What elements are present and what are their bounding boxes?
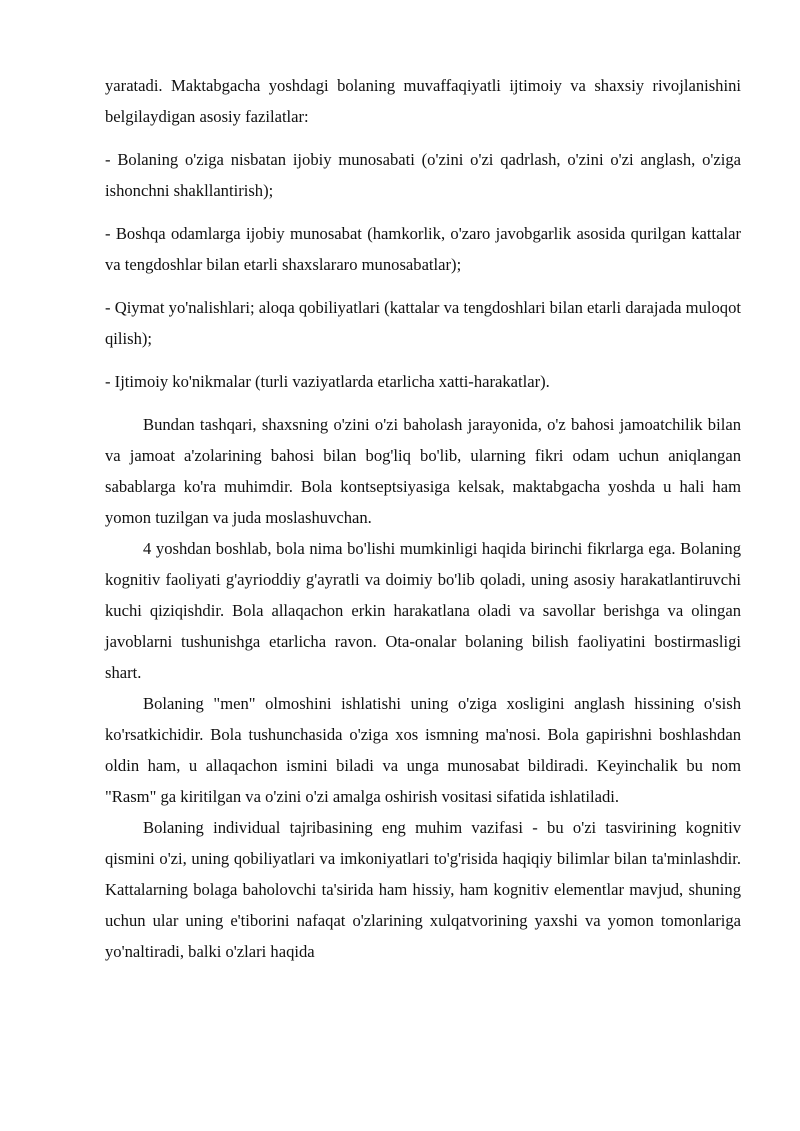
list-item: - Boshqa odamlarga ijobiy munosabat (hamkorlik, o'zaro javobgarlik asosida qurilgan kattalar va tengdoshlar bilan etarli shaxslararo munosabatlar); bbox=[105, 224, 741, 274]
body-paragraph: Bolaning "men" olmoshini ishlatishi uning o'ziga xosligini anglash hissining o'sish ko'rsatkichidir. Bola tushunchasida o'ziga xos ismning ma'nosi. Bola gapirishni boshlashdan oldin ham, u allaqachon ismini biladi va unga munosabat bildiradi. Keyinchalik bu nom "Rasm" ga kiritilgan va o'zini o'zi amalga oshirish vositasi sifatida ishlatiladi. bbox=[105, 694, 741, 806]
body-paragraph: Bolaning individual tajribasining eng muhim vazifasi - bu o'zi tasvirining kognitiv qismini o'zi, uning qobiliyatlari va imkoniyatlari to'g'risida haqiqiy bilimlar bilan ta'minlashdir. Kattalarning bolaga baholovchi ta'sirida ham hissiy, ham kognitiv elementlar mavjud, shuning uchun ular uning e'tiborini nafaqat o'zlarining xulqatvorining yaxshi va yomon tomonlariga yo'naltiradi, balki o'zlari haqida bbox=[105, 818, 741, 961]
list-item: - Bolaning o'ziga nisbatan ijobiy munosabati (o'zini o'zi qadrlash, o'zini o'zi anglash, o'ziga ishonchni shakllantirish); bbox=[105, 150, 741, 200]
list-item: - Ijtimoiy ko'nikmalar (turli vaziyatlarda etarlicha xatti-harakatlar). bbox=[105, 372, 550, 391]
body-paragraph: 4 yoshdan boshlab, bola nima bo'lishi mumkinligi haqida birinchi fikrlarga ega. Bolaning kognitiv faoliyati g'ayrioddiy g'ayratli va doimiy bo'lib qoladi, uning asosiy harakatlantiruvchi kuchi qiziqishdir. Bola allaqachon erkin harakatlana oladi va savollar berishga va olingan javoblarni tushunishga etarlicha ravon. Ota-onalar bolaning bilish faoliyatini bostirmasligi shart. bbox=[105, 539, 741, 682]
list-item: - Qiymat yo'nalishlari; aloqa qobiliyatlari (kattalar va tengdoshlari bilan etarli darajada muloqot qilish); bbox=[105, 298, 741, 348]
document-page bbox=[105, 70, 741, 967]
intro-paragraph: yaratadi. Maktabgacha yoshdagi bolaning muvaffaqiyatli ijtimoiy va shaxsiy rivojlanishini belgilaydigan asosiy fazilatlar: bbox=[105, 76, 741, 126]
body-paragraph: Bundan tashqari, shaxsning o'zini o'zi baholash jarayonida, o'z bahosi jamoatchilik bilan va jamoat a'zolarining bahosi bilan bog'liq bo'lib, ularning fikri odam uchun aniqlangan sabablarga ko'ra muhimdir. Bola kontseptsiyasiga kelsak, maktabgacha yoshda u hali ham yomon tuzilgan va juda moslashuvchan. bbox=[105, 415, 741, 527]
